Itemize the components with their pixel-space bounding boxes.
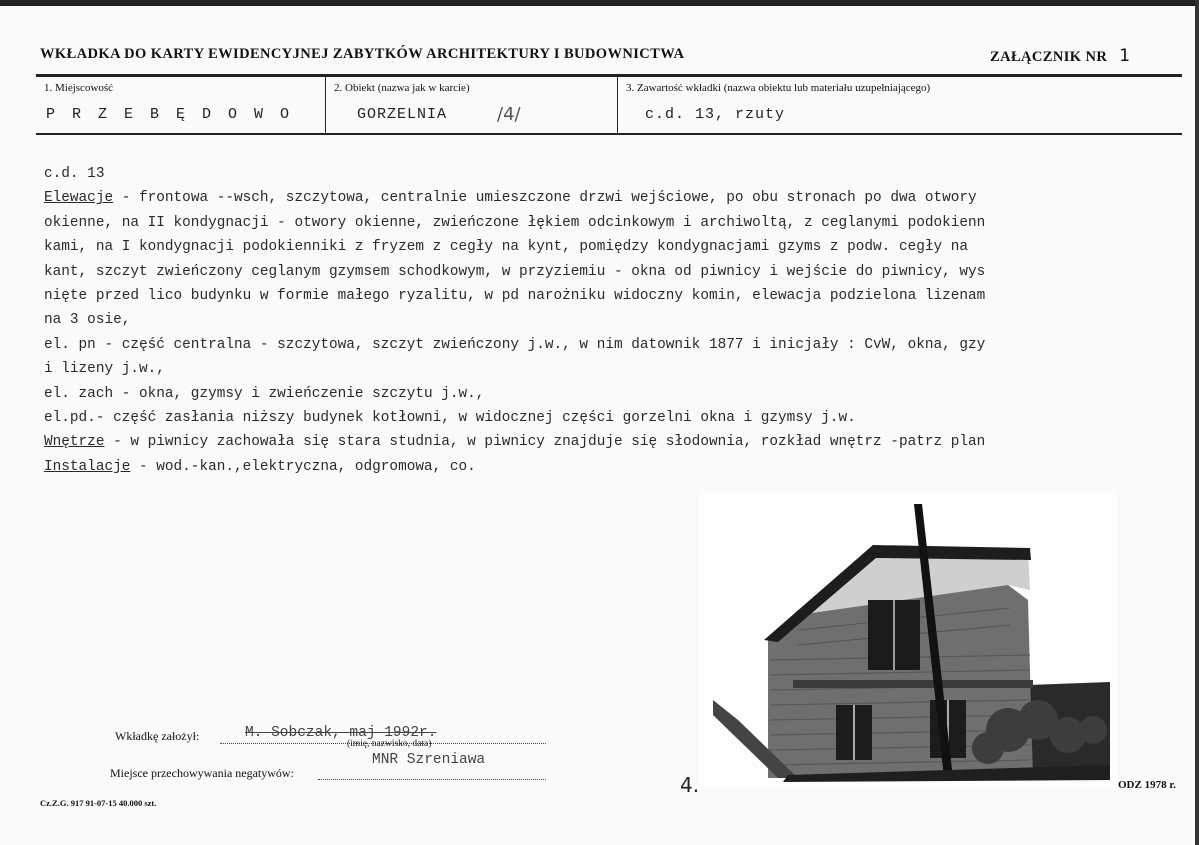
- body-line: okienne, na II kondygnacji - otwory okienne, zwieńczone łękiem odcinkowym i archiwoltą, z ceglanymi podokienn: [44, 214, 986, 231]
- body-line-text: - frontowa --wsch, szczytowa, centralnie umieszczone drzwi wejściowe, po obu stronach po dwa otwory: [113, 190, 977, 207]
- body-line: kami, na I kondygnacji podokienniki z fryzem z cegły na kynt, pomiędzy kondygnacjami gzyms z podw. cegły na: [44, 239, 969, 256]
- author-label: Wkładkę założył:: [115, 729, 200, 743]
- header-rule: [36, 74, 1182, 77]
- section-heading-installations: Instalacje: [44, 458, 131, 475]
- body-line: [44, 186, 1194, 210]
- form-title: WKŁADKA DO KARTY EWIDENCYJNEJ ZABYTKÓW ARCHITEKTURY I BUDOWNICTWA: [40, 46, 685, 62]
- object-value: GORZELNIA: [357, 106, 448, 123]
- print-info: Cz.Z.G. 917 91-07-15 40.000 szt.: [40, 798, 157, 808]
- body-line: el. pn - część centralna - szczytowa, szczyt zwieńczony j.w., w nim datownik 1877 i inicjały : CvW, okna, gzy: [44, 336, 986, 353]
- fields-bottom-rule: [36, 133, 1182, 135]
- edition-info: ODZ 1978 r.: [1118, 779, 1176, 791]
- body-line: nięte przed lico budynku w formie małego ryzalitu, w pd narożniku widoczny komin, elewacja podzielona lizenam: [44, 288, 986, 305]
- right-border: [1195, 0, 1199, 845]
- section-heading-elevations: Elewacje: [44, 190, 114, 207]
- body-line: i lizeny j.w.,: [44, 361, 165, 378]
- author-value: M. Sobczak, maj 1992r.: [245, 725, 437, 741]
- field-divider-2: [617, 76, 618, 134]
- negatives-value: MNR Szreniawa: [372, 752, 486, 768]
- body-line: [44, 430, 1194, 454]
- negatives-label: Miejsce przechowywania negatywów:: [110, 766, 294, 780]
- content-value: c.d. 13, rzuty: [645, 106, 786, 123]
- annex-label-text: ZAŁĄCZNIK NR: [990, 49, 1108, 65]
- content-label: 3. Zawartość wkładki (nazwa obiektu lub materiału uzupełniającego): [626, 82, 931, 94]
- author-caption: (imię, nazwisko, data): [347, 739, 432, 749]
- locality-label: 1. Miejscowość: [44, 82, 114, 94]
- top-border: [0, 0, 1199, 6]
- building-photo: [698, 490, 1118, 790]
- annex-label: [990, 46, 1130, 66]
- description-text: [44, 162, 1194, 479]
- building-photo-drawing: [698, 490, 1118, 790]
- body-line: [44, 455, 1194, 479]
- page-mark: 4.: [680, 773, 700, 797]
- body-line: na 3 osie,: [44, 312, 131, 329]
- body-line-text: - w piwnicy zachowała się stara studnia, w piwnicy znajduje się słodownia, rozkład wnętrz -patrz plan: [104, 434, 986, 451]
- body-line: kant, szczyt zwieńczony ceglanym gzymsem schodkowym, w przyziemiu - okna od piwnicy i wejście do piwnicy, wys: [44, 263, 986, 280]
- object-label: 2. Obiekt (nazwa jak w karcie): [334, 82, 470, 94]
- object-mark: /4/: [497, 104, 521, 125]
- body-line-text: - wod.-kan.,elektryczna, odgromowa, co.: [130, 458, 476, 475]
- field-divider-1: [325, 76, 326, 134]
- negatives-dotted-line: [318, 779, 546, 780]
- section-heading-interior: Wnętrze: [44, 434, 105, 451]
- body-line: el. zach - okna, gzymsy i zwieńczenie szczytu j.w.,: [44, 385, 485, 402]
- annex-number: 1: [1119, 46, 1131, 66]
- body-line: c.d. 13: [44, 166, 105, 182]
- body-line: el.pd.- część zasłania niższy budynek kotłowni, w widocznej części gorzelni okna i gzymsy j.w.: [44, 410, 856, 427]
- locality-value: P R Z E B Ę D O W O: [46, 106, 294, 123]
